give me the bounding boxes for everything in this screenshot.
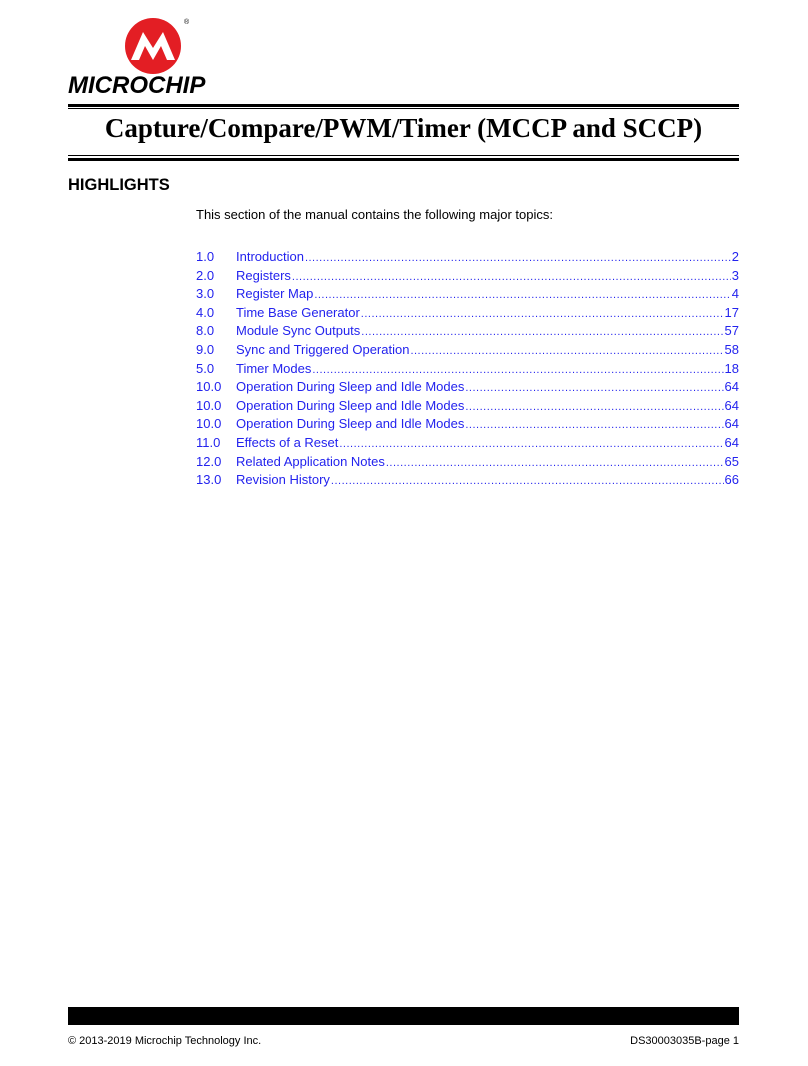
toc-number: 8.0: [196, 323, 215, 339]
toc-entry[interactable]: [196, 342, 739, 361]
intro-text: This section of the manual contains the following major topics:: [196, 207, 553, 222]
toc-number: 5.0: [196, 360, 215, 376]
toc-title: Timer Modes: [236, 360, 312, 376]
footer-page-id: DS30003035B-page 1: [630, 1035, 739, 1047]
toc-page: 66: [724, 472, 739, 488]
toc-title: Register Map: [236, 286, 314, 302]
svg-text:®: ®: [184, 19, 190, 26]
toc-number: 11.0: [196, 434, 221, 450]
toc-number: 10.0: [196, 416, 222, 432]
toc-number: 10.0: [196, 379, 222, 395]
footer-copyright: © 2013-2019 Microchip Technology Inc.: [68, 1035, 262, 1047]
toc-page: 2: [731, 249, 739, 264]
title-rule-thin: [68, 155, 739, 156]
toc-leader: [305, 252, 731, 264]
footer-bar: [68, 1007, 739, 1025]
toc-title: Module Sync Outputs: [236, 323, 361, 339]
toc-title: Revision History: [236, 472, 330, 488]
toc-entry[interactable]: [196, 268, 739, 287]
toc-title: Related Application Notes: [236, 453, 385, 469]
toc-number: 4.0: [196, 304, 215, 320]
toc-title: Operation During Sleep and Idle Modes: [236, 416, 465, 432]
header-rule-thin: [68, 108, 739, 109]
toc-number: 1.0: [196, 249, 215, 264]
toc-leader: [410, 345, 723, 357]
toc-entry[interactable]: [196, 435, 739, 454]
toc-title: Operation During Sleep and Idle Modes: [236, 379, 465, 395]
header-rule-thick: [68, 104, 739, 107]
brand-wordmark: MICROCHIP: [68, 72, 206, 99]
toc-title: Sync and Triggered Operation: [236, 341, 410, 357]
toc-page: 64: [724, 416, 739, 432]
toc-title: Effects of a Reset: [236, 434, 339, 450]
toc-number: 3.0: [196, 286, 215, 302]
toc-page: 64: [724, 434, 739, 450]
toc-leader: [361, 308, 724, 320]
toc-leader: [331, 475, 724, 487]
microchip-logo: [68, 14, 238, 100]
toc-title: Introduction: [236, 249, 304, 264]
toc-page: 64: [724, 379, 739, 395]
toc-leader: [361, 326, 723, 338]
toc-page: 18: [724, 360, 739, 376]
toc-page: 64: [724, 397, 739, 413]
toc-leader: [465, 419, 723, 431]
toc-number: 2.0: [196, 267, 215, 283]
table-of-contents: [196, 249, 739, 491]
toc-entry[interactable]: [196, 398, 739, 417]
toc-page: 4: [731, 286, 739, 302]
toc-title: Time Base Generator: [236, 304, 360, 320]
toc-entry[interactable]: [196, 379, 739, 398]
toc-leader: [339, 438, 723, 450]
toc-title: Operation During Sleep and Idle Modes: [236, 397, 465, 413]
toc-number: 10.0: [196, 397, 222, 413]
microchip-logo-icon: [68, 14, 238, 74]
toc-page: 57: [724, 323, 739, 339]
toc-leader: [292, 271, 731, 283]
toc-leader: [386, 457, 724, 469]
toc-entry[interactable]: [196, 249, 739, 268]
section-heading: HIGHLIGHTS: [68, 176, 170, 194]
toc-entry[interactable]: [196, 472, 739, 491]
toc-page: 17: [724, 304, 739, 320]
toc-leader: [314, 289, 730, 301]
toc-entry[interactable]: [196, 416, 739, 435]
toc-page: 3: [731, 267, 739, 283]
toc-page: 58: [724, 341, 739, 357]
toc-number: 12.0: [196, 453, 222, 469]
toc-leader: [465, 401, 723, 413]
title-rule-thick: [68, 158, 739, 161]
page-title: Capture/Compare/PWM/Timer (MCCP and SCCP): [104, 113, 703, 143]
toc-leader: [312, 364, 723, 376]
toc-number: 13.0: [196, 472, 222, 488]
toc-entry[interactable]: [196, 305, 739, 324]
toc-number: 9.0: [196, 341, 215, 357]
toc-leader: [465, 382, 723, 394]
toc-entry[interactable]: [196, 286, 739, 305]
toc-page: 65: [724, 453, 739, 469]
toc-entry[interactable]: [196, 323, 739, 342]
toc-title: Registers: [236, 267, 291, 283]
toc-entry[interactable]: [196, 361, 739, 380]
toc-entry[interactable]: [196, 454, 739, 473]
